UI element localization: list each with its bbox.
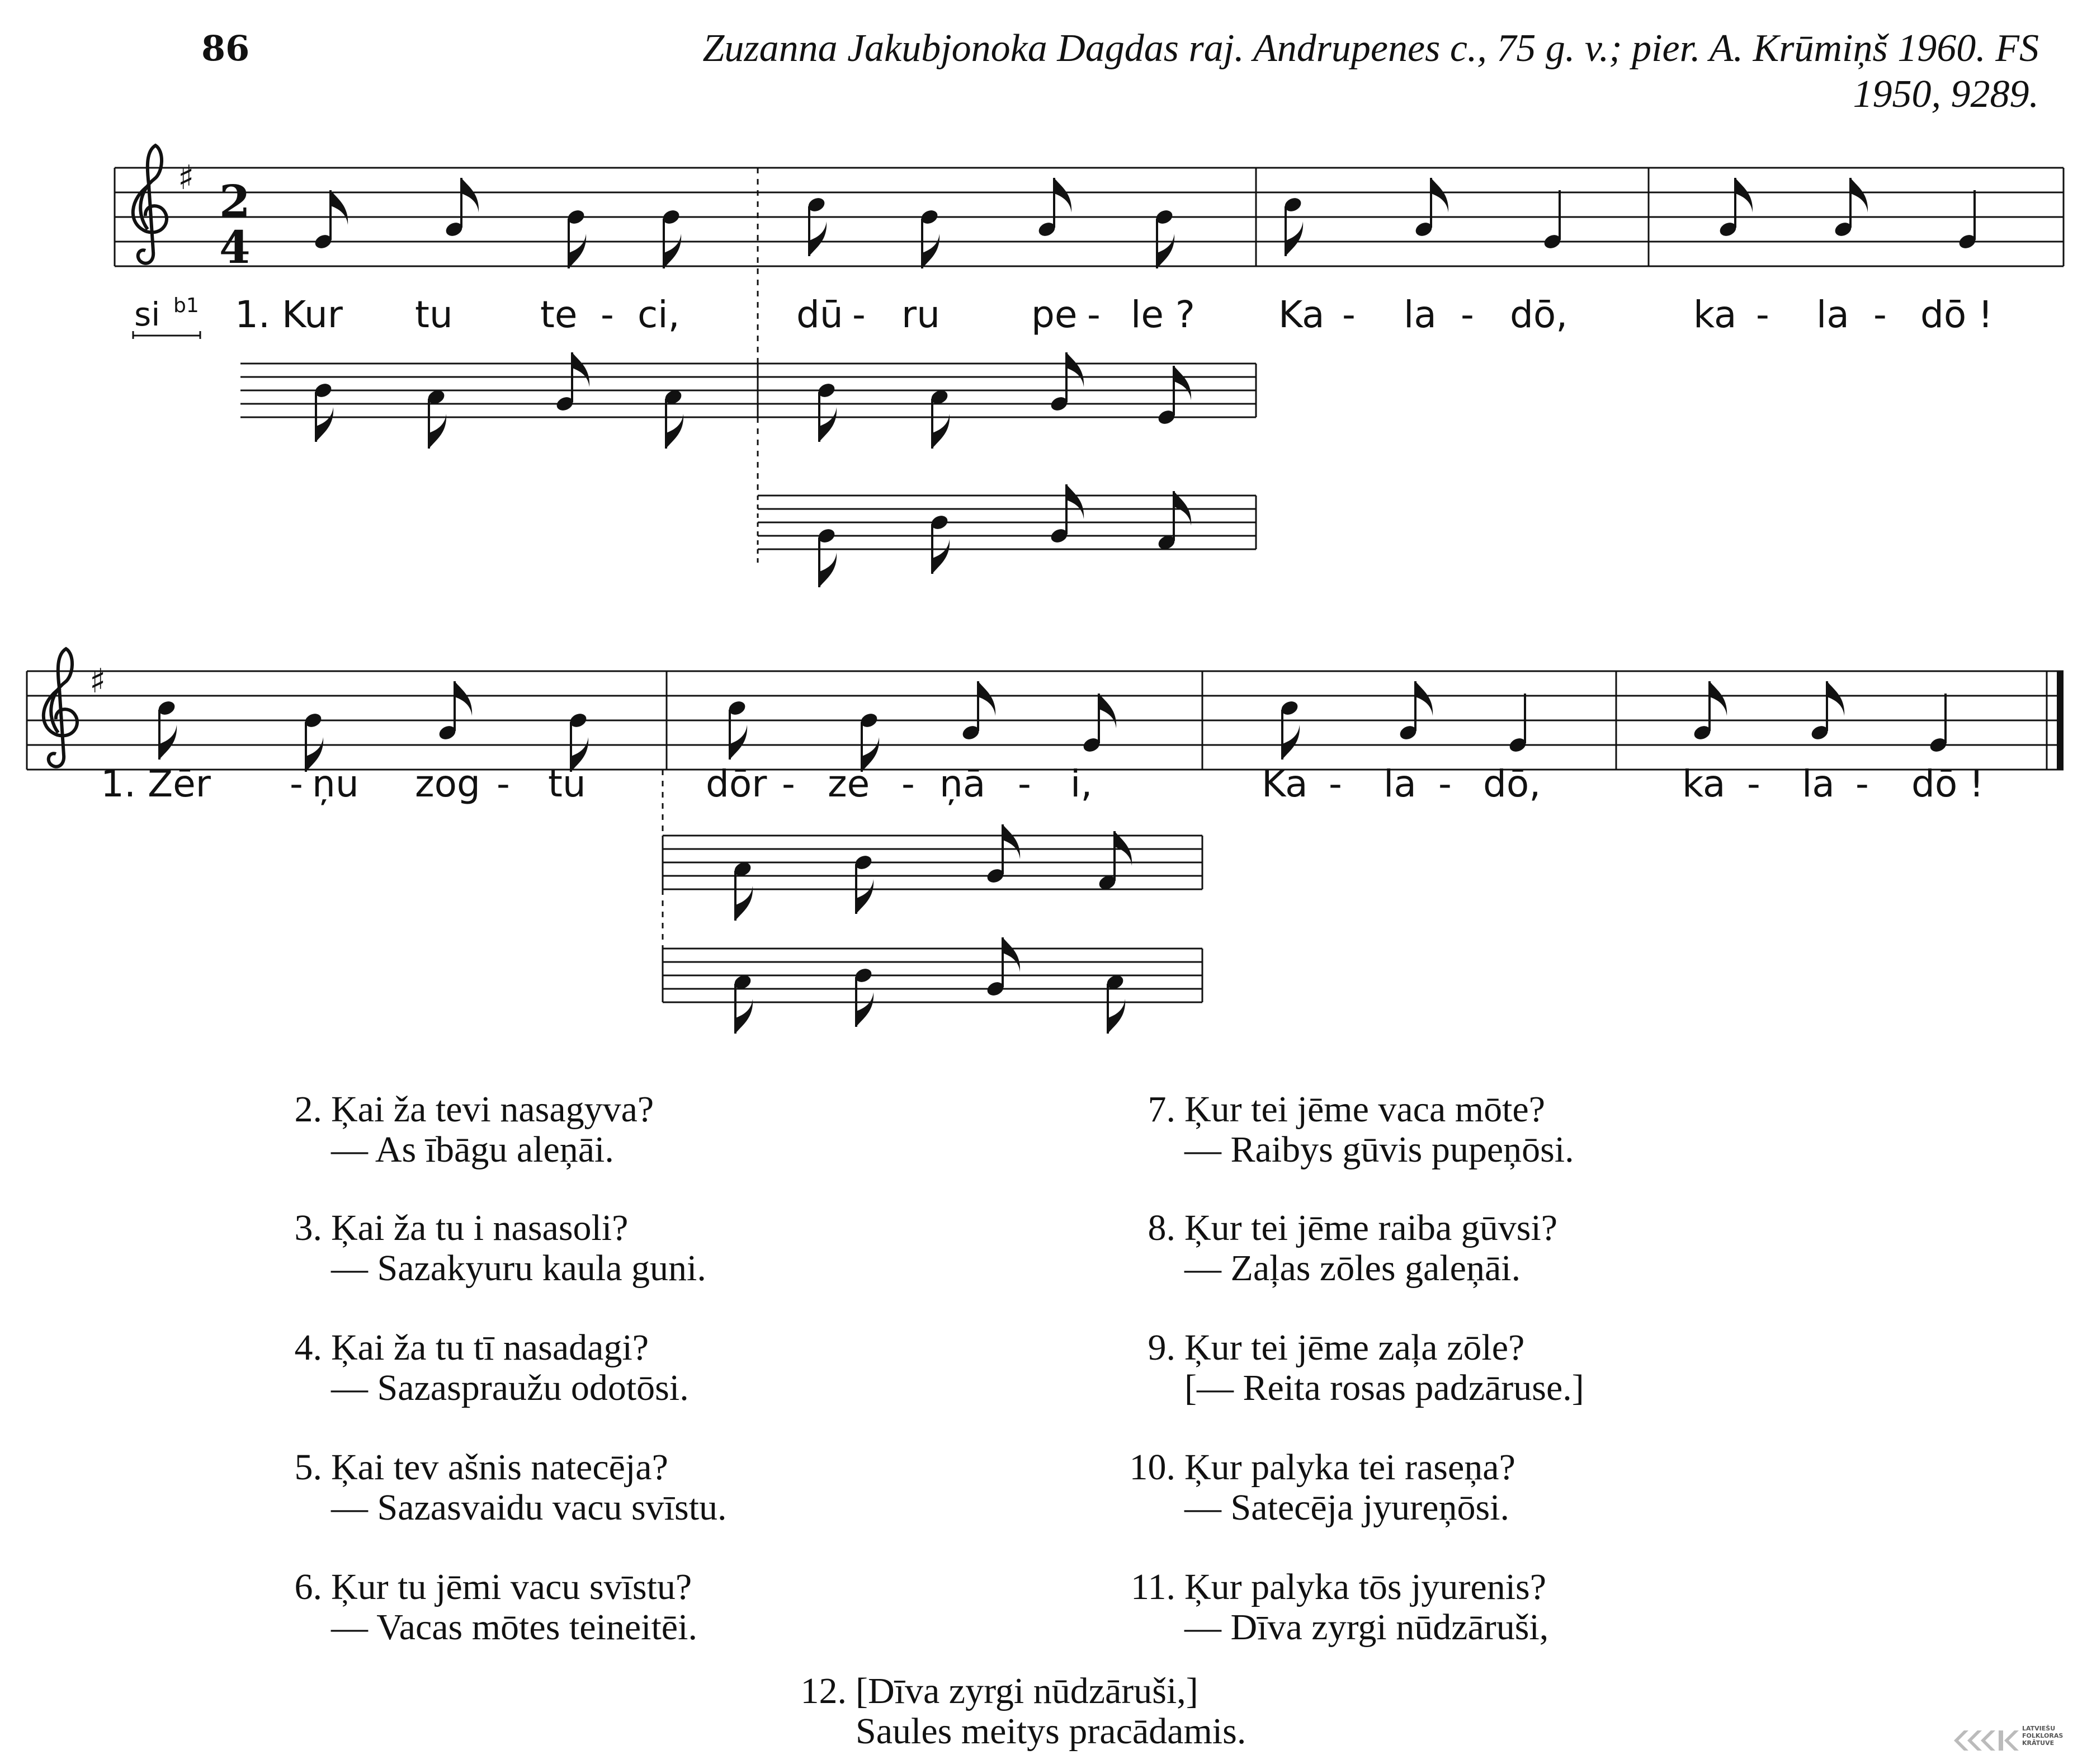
svg-text:dō !: dō ! (1920, 293, 1993, 336)
svg-text:-: - (1087, 293, 1101, 336)
svg-text:tu: tu (548, 762, 586, 805)
key-sharp-2: ♯ (89, 662, 106, 701)
verse-4: 4. Ķai ža tu tī nasadagi? — Sazaspraužu odotōsi. (294, 1327, 689, 1408)
lyrics-line-1 (133, 293, 1993, 339)
svg-text:dō,: dō, (1483, 762, 1541, 805)
svg-text:te: te (540, 293, 578, 336)
verse-6: 6. Ķur tu jēmi vacu svīstu? — Vacas mōtes teineitēi. (294, 1567, 697, 1648)
svg-text:Ka: Ka (1278, 293, 1325, 336)
key-sharp-1: ♯ (178, 158, 195, 197)
svg-text:-: - (1756, 293, 1769, 336)
verse-10: 10. Ķur palyka tei raseņa? — Satecēja jyureņōsi. (1129, 1447, 1515, 1528)
archive-logo-text: LATVIEŠU FOLKLORAS KRĀTUVE (2022, 1725, 2064, 1747)
notes-staff-1 (313, 178, 1977, 268)
svg-text:dū: dū (796, 293, 843, 336)
svg-text:la: la (1404, 293, 1437, 336)
verse-2: 2. Ķai ža tevi nasagyva? — As ībāgu aleņāi. (294, 1089, 654, 1170)
page-number: 86 (201, 28, 250, 69)
time-sig-top: 2 (219, 175, 251, 228)
svg-text:i,: i, (1070, 762, 1093, 805)
svg-text:ņu: ņu (312, 762, 359, 805)
source-line-1: Zuzanna Jakubjonoka Dagdas raj. Andrupenes c., 75 g. v.; pier. A. Krūmiņš 1960. FS (702, 27, 2039, 70)
variant-staff-1a (240, 364, 1256, 417)
verse-5: 5. Ķai tev ašnis natecēja? — Sazasvaidu vacu svīstu. (294, 1447, 727, 1528)
svg-text:-: - (497, 762, 510, 805)
svg-text:dōr: dōr (706, 762, 767, 805)
svg-text:b1: b1 (173, 294, 199, 317)
svg-text:ru: ru (901, 293, 940, 336)
time-sig-bottom: 4 (219, 221, 251, 273)
staff-1 (115, 168, 2064, 392)
svg-text:dō !: dō ! (1911, 762, 1984, 805)
verse-3: 3. Ķai ža tu i nasasoli? — Sazakyuru kaula guni. (294, 1208, 706, 1289)
svg-text:la: la (1816, 293, 1849, 336)
treble-clef-1 (133, 145, 167, 263)
treble-clef-2 (44, 649, 77, 767)
svg-text:Ka: Ka (1262, 762, 1308, 805)
notes-staff-2 (157, 681, 1948, 772)
svg-text:ka: ka (1693, 293, 1737, 336)
svg-text:-: - (1018, 762, 1031, 805)
variant-notes-2a (733, 824, 1132, 921)
svg-text:ņā: ņā (939, 762, 986, 805)
svg-text:-: - (290, 762, 303, 805)
svg-text:-: - (601, 293, 614, 336)
svg-text:-: - (782, 762, 795, 805)
verse-11: 11. Ķur palyka tōs jyurenis? — Dīva zyrgi nūdzāruši, (1130, 1567, 1549, 1648)
verse-8: 8. Ķur tei jēme raiba gūvsi? — Zaļas zōles galeņāi. (1148, 1208, 1558, 1289)
verse-9: 9. Ķur tei jēme zaļa zōle? [— Reita rosas padzāruse.] (1148, 1327, 1584, 1408)
variant-notes-1a (313, 352, 1191, 449)
svg-text:ka: ka (1682, 762, 1726, 805)
svg-text:1. Kur: 1. Kur (235, 293, 343, 336)
svg-text:-: - (1342, 293, 1356, 336)
svg-text:la: la (1802, 762, 1835, 805)
svg-text:-: - (1855, 762, 1869, 805)
svg-text:-: - (1438, 762, 1452, 805)
source-line-2: 1950, 9289. (1853, 73, 2039, 116)
svg-text:pe: pe (1031, 293, 1078, 336)
svg-text:zog: zog (415, 762, 480, 805)
svg-text:-: - (1329, 762, 1342, 805)
svg-text:si: si (134, 295, 160, 333)
verse-7: 7. Ķur tei jēme vaca mōte? — Raibys gūvis pupeņōsi. (1148, 1089, 1574, 1170)
svg-text:tu: tu (415, 293, 453, 336)
variant-notes-2b (733, 937, 1125, 1034)
svg-text:-: - (1747, 762, 1760, 805)
svg-text:le ?: le ? (1131, 293, 1195, 336)
svg-text:-: - (1461, 293, 1474, 336)
svg-text:ze: ze (828, 762, 870, 805)
svg-text:ci,: ci, (638, 293, 680, 336)
svg-text:-: - (852, 293, 866, 336)
verse-12: 12. [Dīva zyrgi nūdzāruši,] Saules meitys pracādamis. (800, 1671, 1246, 1752)
staff-2 (27, 671, 2064, 839)
variant-staff-2b (663, 949, 1202, 1002)
svg-text:dō,: dō, (1510, 293, 1568, 336)
svg-text:-: - (1873, 293, 1887, 336)
svg-text:la: la (1384, 762, 1416, 805)
svg-text:-: - (901, 762, 915, 805)
svg-text:1. Zēr: 1. Zēr (101, 762, 211, 805)
